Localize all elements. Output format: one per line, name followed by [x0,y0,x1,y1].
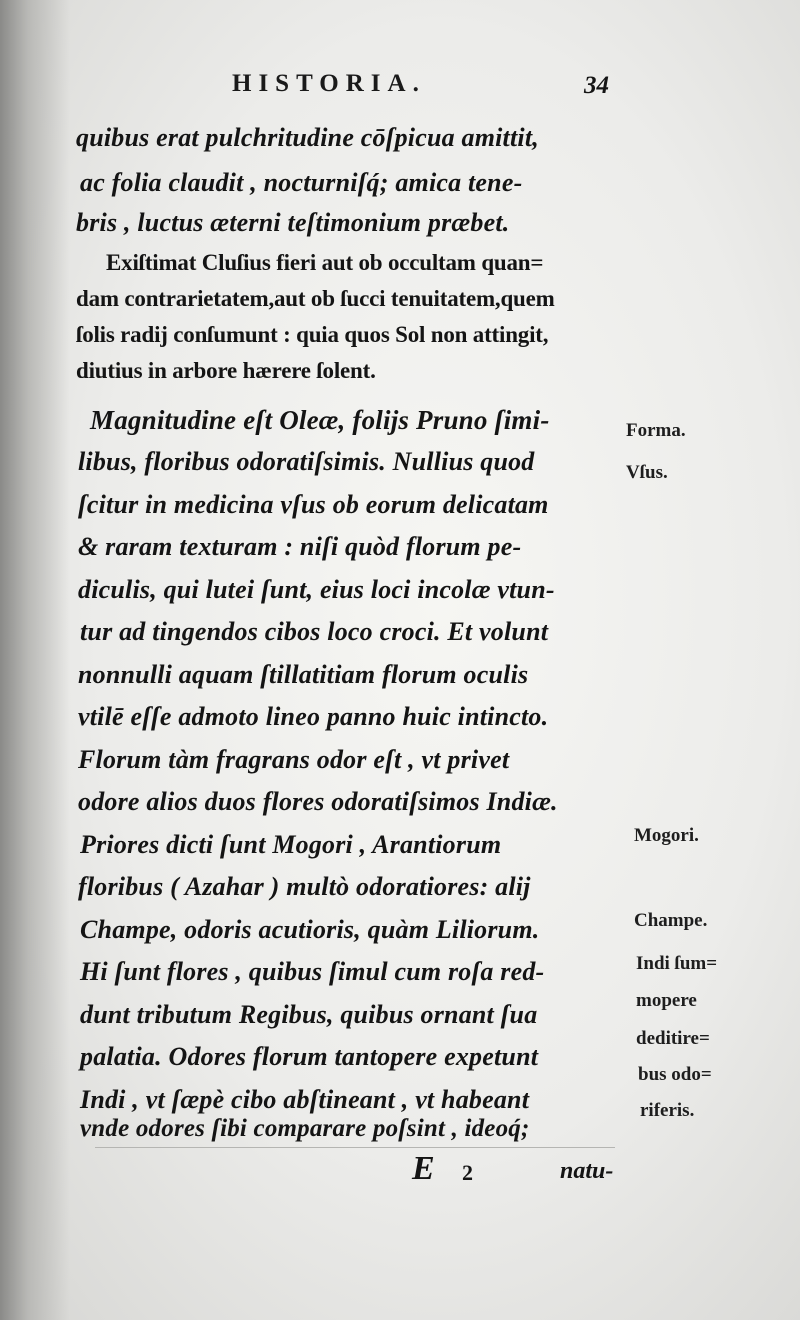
text-line: palatia. Odores florum tantopere expetunt [80,1042,539,1071]
margin-note-line: mopere [636,990,697,1011]
margin-note-line: riferis. [640,1100,695,1121]
text-line: Exiſtimat Cluſius fieri aut ob occultam quan= [106,250,544,275]
text-line: Magnitudine eſt Oleæ, folijs Pruno ſimi- [90,405,550,435]
text-line: ac folia claudit , nocturniſq́; amica tene- [80,168,523,197]
text-line: vtilē eſſe admoto lineo panno huic intincto. [78,702,549,731]
text-line: bris , luctus æterni teſtimonium præbet. [76,208,510,237]
text-line: ſcitur in medicina vſus ob eorum delicatam [78,490,549,519]
page-header [0,70,800,110]
text-line: ſolis radij conſumunt : quia quos Sol non attingit, [76,322,549,347]
page-number: 34 [584,72,609,99]
text-line: & raram texturam : niſi quòd florum pe- [78,532,522,561]
margin-note-line: deditire= [636,1028,710,1049]
text-line: Champe, odoris acutioris, quàm Liliorum. [80,915,540,944]
text-line: Priores dicti ſunt Mogori , Arantiorum [80,830,502,859]
text-line: tur ad tingendos cibos loco croci. Et volunt [80,617,549,646]
text-line: Hi ſunt flores , quibus ſimul cum roſa red- [80,957,545,986]
text-line: vnde odores ſibi comparare poſsint , ideoq́; [80,1115,530,1142]
margin-note-forma: Forma. [626,420,686,441]
bottom-rule [95,1147,615,1148]
text-line: diutius in arbore hærere ſolent. [76,358,376,383]
margin-note-indi: Indi ſum= [636,953,718,974]
catchword: natu- [560,1158,614,1184]
signature-mark: E [412,1150,435,1187]
text-line: libus, floribus odoratiſsimis. Nullius quod [78,447,535,476]
margin-note-mogori: Mogori. [634,825,699,846]
running-title: HISTORIA. [232,70,426,97]
margin-note-usus: Vſus. [626,462,668,483]
text-line: odore alios duos flores odoratiſsimos Indiæ. [78,787,558,816]
text-line: floribus ( Azahar ) multò odoratiores: alij [78,872,531,901]
text-line: nonnulli aquam ſtillatitiam florum oculis [78,660,529,689]
text-line: quibus erat pulchritudine cōſpicua amittit, [76,123,539,152]
text-line: Indi , vt ſæpè cibo abſtineant , vt habeant [80,1085,530,1114]
margin-note-champe: Champe. [634,910,708,931]
text-line: Florum tàm fragrans odor eſt , vt privet [78,745,510,774]
signature-number: 2 [462,1160,473,1185]
margin-note-line: bus odo= [638,1064,712,1085]
page-gutter-shadow [0,0,70,1320]
text-line: dam contrarietatem,aut ob ſucci tenuitatem,quem [76,286,555,311]
text-line: dunt tributum Regibus, quibus ornant ſua [80,1000,538,1029]
text-line: diculis, qui lutei ſunt, eius loci incolæ vtun- [78,575,555,604]
